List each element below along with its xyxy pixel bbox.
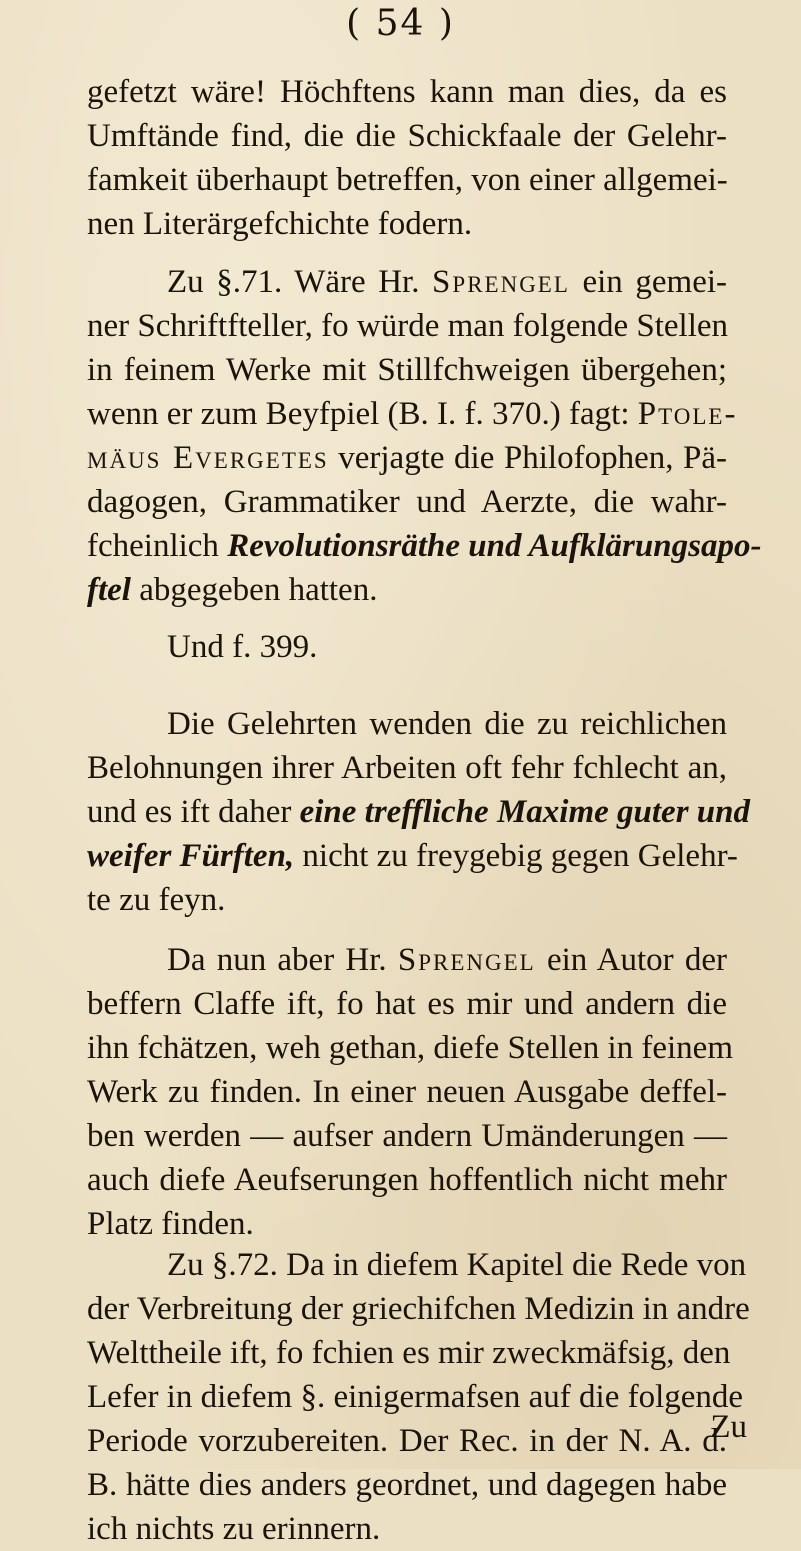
name-ptolemaeus-evergetes: mäus Evergetes [87, 440, 329, 476]
author-name-sprengel: Sprengel [397, 942, 536, 978]
text-line: Zu §.71. Wäre Hr. Sprengel ein gemei- [167, 264, 727, 300]
text-line: ich nichts zu erinnern. [87, 1511, 381, 1547]
text-line: B. hätte dies anders geordnet, und dagegen habe [87, 1467, 727, 1503]
text-line: nen Literärgefchichte fodern. [87, 206, 473, 242]
text-line: und es ift daher eine treffliche Maxime guter und [87, 794, 750, 830]
italic-phrase-apostel: ftel [87, 572, 131, 608]
text-line: ben werden — aufser andern Umänderungen — [87, 1118, 727, 1154]
name-ptolemaeus: Ptole- [637, 396, 738, 432]
text-line: Platz finden. [87, 1206, 254, 1242]
text-line: Belohnungen ihrer Arbeiten oft fehr fchlecht an, [87, 750, 727, 786]
paragraph-3 [87, 625, 727, 669]
paragraph-4 [87, 702, 750, 922]
italic-phrase-revolution: Revolutionsräthe und Aufklärungsapo- [227, 528, 762, 564]
text-line: Werk zu finden. In einer neuen Ausgabe deffel- [87, 1074, 727, 1110]
text-line: Die Gelehrten wenden die zu reichlichen [167, 706, 727, 742]
text-line: Welttheile ift, fo fchien es mir zweckmäfsig, den [87, 1335, 731, 1371]
text-line: Periode vorzubereiten. Der Rec. in der N. A. d. [87, 1423, 727, 1459]
italic-phrase-maxime: eine treffliche Maxime guter und [299, 794, 750, 830]
text-line: dagogen, Grammatiker und Aerzte, die wahr- [87, 484, 727, 520]
text-line: weifer Fürften, nicht zu freygebig gegen Gelehr- [87, 838, 738, 874]
text-line: ihn fchätzen, weh gethan, diefe Stellen in feinem [87, 1030, 733, 1066]
text-line: famkeit überhaupt betreffen, von einer allgemei- [87, 162, 728, 198]
text-line: der Verbreitung der griechifchen Medizin in andre [87, 1291, 750, 1327]
paragraph-2 [87, 260, 762, 612]
paragraph-1 [87, 70, 727, 246]
text-line: te zu feyn. [87, 882, 226, 918]
paragraph-6 [87, 1243, 750, 1551]
text-line: gefetzt wäre! Höchftens kann man dies, da es [87, 74, 727, 110]
text-line: fcheinlich Revolutionsräthe und Aufklärungsapo- [87, 528, 762, 564]
text-line: auch diefe Aeufserungen hoffentlich nicht mehr [87, 1162, 727, 1198]
italic-phrase-fuersten: weifer Fürften, [87, 838, 295, 874]
author-name-sprengel: Sprengel [432, 264, 570, 300]
catchword: Zu [710, 1409, 747, 1445]
text-line: Und f. 399. [167, 629, 318, 665]
text-line: in feinem Werke mit Stillfchweigen übergehen; [87, 352, 727, 388]
text-line: ftel abgegeben hatten. [87, 572, 378, 608]
paragraph-5 [87, 938, 733, 1246]
text-line: ner Schriftfteller, fo würde man folgende Stellen [87, 308, 729, 344]
text-line: Da nun aber Hr. Sprengel ein Autor der [167, 942, 727, 978]
text-line: wenn er zum Beyfpiel (B. I. f. 370.) fagt: Ptole- [87, 396, 738, 432]
text-line: beffern Claffe ift, fo hat es mir und andern die [87, 986, 727, 1022]
text-line: Umftände find, die die Schickfaale der Gelehr- [87, 118, 727, 154]
text-line: mäus Evergetes verjagte die Philofophen, Pä- [87, 440, 728, 476]
text-line: Lefer in diefem §. einigermafsen auf die folgende [87, 1379, 744, 1415]
page-number-header: ( 54 ) [346, 3, 455, 44]
text-line: Zu §.72. Da in diefem Kapitel die Rede von [167, 1247, 747, 1283]
